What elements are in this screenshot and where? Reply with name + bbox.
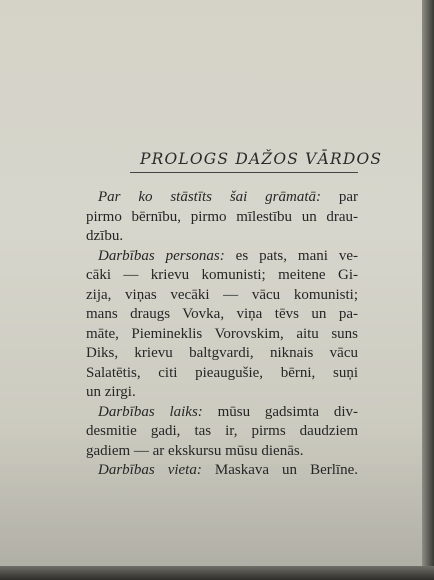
chapter-heading: PROLOGS DAŽOS VĀRDOS [140, 150, 383, 168]
body-text [86, 188, 358, 481]
text-line: Par ko stāstīts šai grāmatā: par [98, 189, 358, 205]
paragraph-place [86, 461, 358, 481]
text-line: Darbības vieta: Maskava un Berlīne. [98, 462, 358, 478]
text-line: Darbības laiks: mūsu gadsimta div- [98, 403, 358, 420]
heading-rule [130, 172, 358, 173]
text-line: Darbības personas: es pats, mani ve- [98, 247, 358, 264]
text-line: dzību. [86, 228, 124, 244]
text-line: pirmo bērnību, pirmo mīlestību un drau- [86, 208, 358, 225]
text-line: mans draugs Vovka, viņa tēvs un pa- [86, 306, 358, 322]
term-label: Darbības vieta: [98, 462, 202, 478]
page-edge-shadow [422, 0, 434, 580]
paragraph-time [86, 403, 358, 462]
term-label: Par ko stāstīts šai grāmatā: [98, 189, 322, 205]
term-label: Darbības personas: [98, 247, 225, 264]
text-line: Salatētis, citi pieaugušie, bērni, suņi [86, 364, 358, 381]
paragraph-subject [86, 188, 358, 247]
page-bottom-edge [0, 566, 434, 580]
text-line: Diks, krievu baltgvardi, niknais vācu [86, 345, 358, 361]
term-label: Darbības laiks: [98, 403, 203, 420]
text-line: desmitie gadi, tas ir, pirms daudziem [86, 423, 358, 439]
text-line: cāki — krievu komunisti; meitene Gi- [86, 267, 358, 283]
paragraph-characters [86, 247, 358, 403]
text-line: māte, Piemineklis Vorovskim, aitu suns [86, 325, 358, 342]
text-line: gadiem — ar ekskursu mūsu dienās. [86, 442, 304, 459]
text-line: un zirgi. [86, 384, 136, 400]
text-line: zija, viņas vecāki — vācu komunisti; [86, 286, 358, 303]
